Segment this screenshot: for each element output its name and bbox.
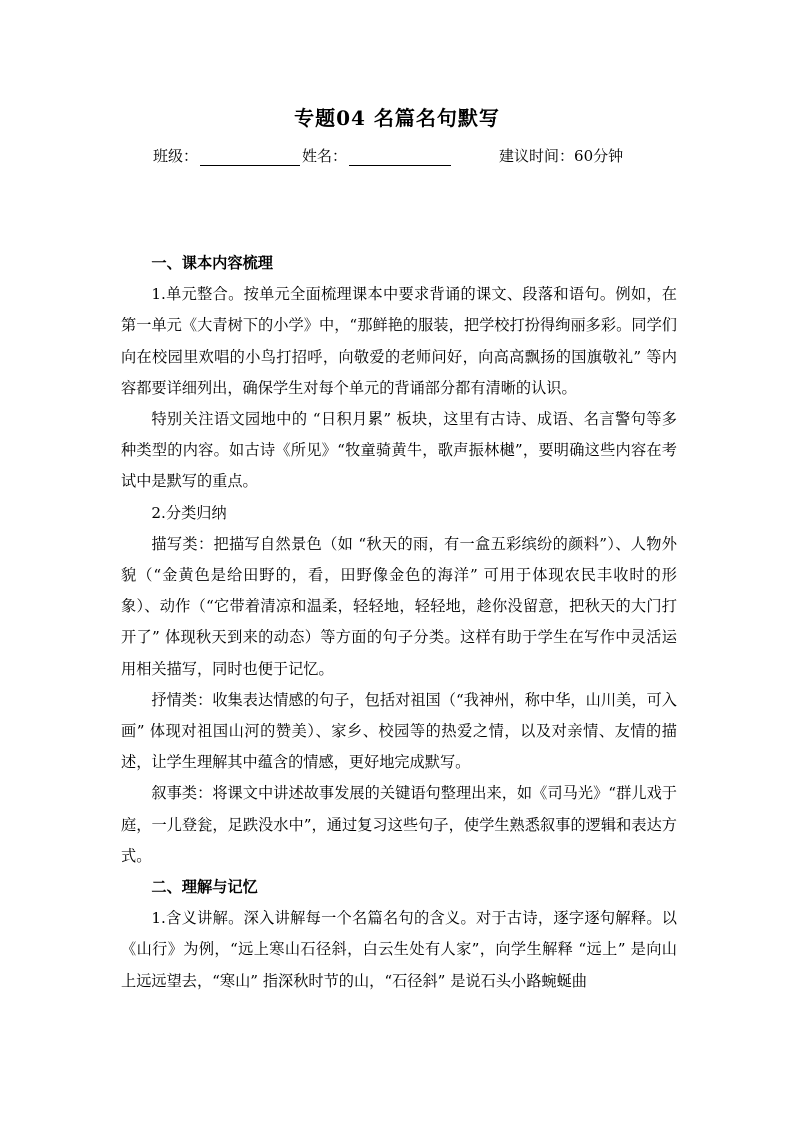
paragraph: 特别关注语文园地中的 “日积月累” 板块，这里有古诗、成语、名言警句等多种类型的内容。如古诗《所见》“牧童骑黄牛，歌声振林樾”，要明确这些内容在考试中是默写的重点。 bbox=[121, 410, 677, 491]
name-blank[interactable] bbox=[349, 149, 451, 166]
section-heading: 一、课本内容梳理 bbox=[151, 254, 273, 272]
paragraph: 1.含义讲解。深入讲解每一个名篇名句的含义。对于古诗，逐字逐句解释。以《山行》为例，“远上寒山石径斜，白云生处有人家”，向学生解释 “远上” 是向山上远远望去，“寒山” 指深秋时节的山，“石径斜” 是说石头小路蜿蜒曲 bbox=[121, 909, 677, 990]
student-info-line bbox=[153, 145, 623, 166]
class-label: 班级： bbox=[153, 147, 199, 165]
paragraph: 叙事类：将课文中讲述故事发展的关键语句整理出来，如《司马光》“群儿戏于庭，一儿登瓮，足跌没水中”，通过复习这些句子，使学生熟悉叙事的逻辑和表达方式。 bbox=[121, 784, 677, 865]
paragraph: 2.分类归纳 bbox=[151, 503, 227, 522]
suggested-time: 建议时间：60分钟 bbox=[499, 147, 624, 165]
page-title: 专题04 名篇名句默写 bbox=[294, 106, 500, 130]
paragraph: 抒情类：收集表达情感的句子，包括对祖国（“我神州，称中华，山川美，可入画” 体现对祖国山河的赞美）、家乡、校园等的热爱之情，以及对亲情、友情的描述，让学生理解其中蕴含的情感，更好地完成默写。 bbox=[121, 690, 677, 772]
paragraph: 1.单元整合。按单元全面梳理课本中要求背诵的课文、段落和语句。例如，在第一单元《大青树下的小学》中，“那鲜艳的服装，把学校打扮得绚丽多彩。同学们向在校园里欢唱的小鸟打招呼，向敬爱的老师问好，向高高飘扬的国旗敬礼” 等内容都要详细列出，确保学生对每个单元的背诵部分都有清晰的认识。 bbox=[121, 285, 677, 397]
paragraph: 描写类：把描写自然景色（如 “秋天的雨，有一盒五彩缤纷的颜料”）、人物外貌（“金黄色是给田野的，看，田野像金色的海洋” 可用于体现农民丰收时的形象）、动作（“它带着清凉和温柔，轻轻地，轻轻地，趁你没留意，把秋天的大门打开了” 体现秋天到来的动态）等方面的句子分类。这样有助于学生在写作中灵活运用相关描写，同时也便于记忆。 bbox=[121, 534, 677, 678]
section-heading: 二、理解与记忆 bbox=[151, 878, 258, 897]
document-body bbox=[121, 248, 677, 997]
class-blank[interactable] bbox=[200, 149, 300, 166]
name-label: 姓名： bbox=[302, 147, 348, 165]
